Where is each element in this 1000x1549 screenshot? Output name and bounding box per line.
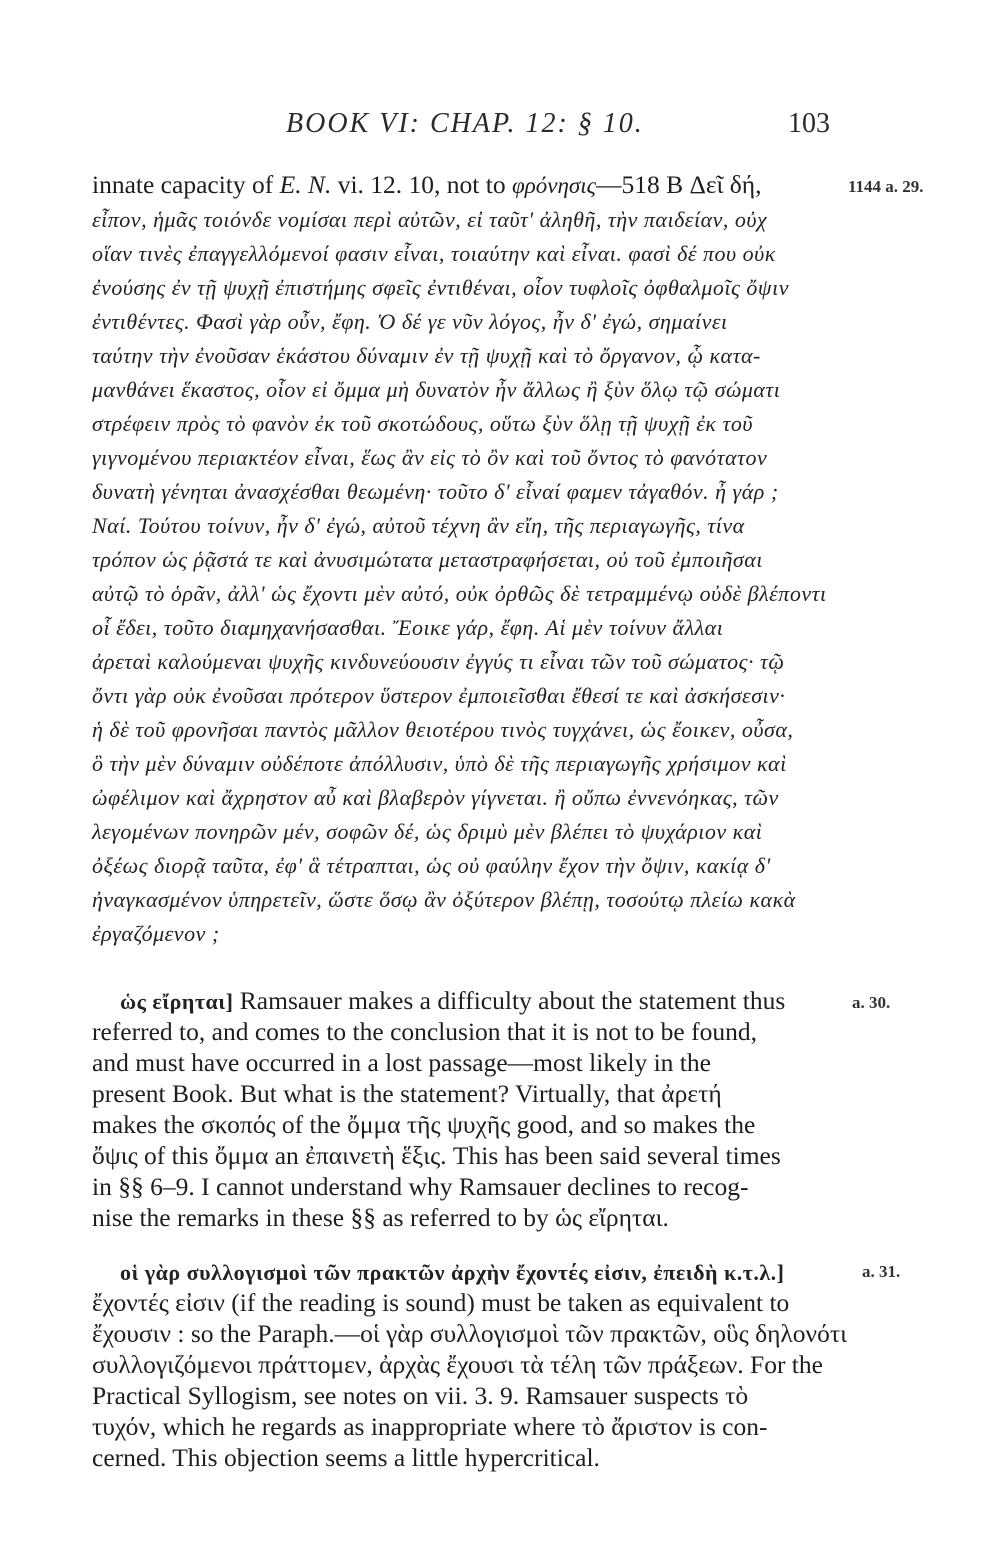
note-lemma: ὡς εἴρηται] [120,989,234,1014]
note-line: nise the remarks in these §§ as referred to by ὡς εἴρηται. [92,1203,669,1232]
greek-line: ὄντι γὰρ οὐκ ἐνοῦσαι πρότερον ὕστερον ἐμποιεῖσθαι ἔθεσί τε καὶ ἀσκήσεσιν· [92,683,786,708]
greek-line: ἐνούσης ἐν τῇ ψυχῇ ἐπιστήμης σφεῖς ἐντιθέναι, οἷον τυφλοῖς ὀφθαλμοῖς ὄψιν [92,275,789,300]
intro-middle: vi. 12. 10, not to [331,170,512,199]
note-line: and must have occurred in a lost passage—most likely in the [92,1048,711,1077]
note-first-line [120,1257,784,1287]
intro-prefix: innate capacity of [92,170,280,199]
note-line: referred to, and comes to the conclusion that it is not to be found, [92,1017,757,1046]
margin-note: a. 31. [862,1262,901,1281]
page-number: 103 [788,108,830,139]
greek-line: ὃ τὴν μὲν δύναμιν οὐδέποτε ἀπόλλυσιν, ὑπὸ δὲ τῆς περιαγωγῆς χρήσιμον καὶ [92,751,787,776]
intro-ref: E. N. [279,170,332,199]
greek-line: ἡ δὲ τοῦ φρονῆσαι παντὸς μᾶλλον θειοτέρου τινὸς τυγχάνει, ὡς ἔοικεν, οὖσα, [92,717,794,742]
greek-line: οἵαν τινὲς ἐπαγγελλόμενοί φασιν εἶναι, τοιαύτην καὶ εἶναι. φασὶ δέ που οὐκ [92,241,776,266]
greek-line: τρόπον ὡς ῥᾷστά τε καὶ ἀνυσιμώτατα μεταστραφήσεται, οὐ τοῦ ἐμποιῆσαι [92,547,763,572]
margin-note: 1144 a. 29. [848,177,924,196]
intro-suffix: —518 B Δεῖ δή, [595,170,762,199]
greek-line: ταύτην τὴν ἐνοῦσαν ἑκάστου δύναμιν ἐν τῇ ψυχῇ καὶ τὸ ὄργανον, ᾧ κατα- [92,343,761,368]
running-head: BOOK VI: CHAP. 12: § 10. [286,108,644,139]
greek-line: στρέφειν πρὸς τὸ φανὸν ἐκ τοῦ σκοτώδους, οὕτω ξὺν ὅλῃ τῇ ψυχῇ ἐκ τοῦ [92,411,753,436]
greek-line: ἀρεταὶ καλούμεναι ψυχῆς κινδυνεύουσιν ἐγγύς τι εἶναι τῶν τοῦ σώματος· τῷ [92,649,785,674]
note-line: συλλογιζόμενοι πράττομεν, ἀρχὰς ἔχουσι τὰ τέλη τῶν πράξεων. For the [92,1350,823,1379]
greek-line: ἠναγκασμένον ὑπηρετεῖν, ὥστε ὅσῳ ἂν ὀξύτερον βλέπῃ, τοσούτῳ πλείω κακὰ [92,887,796,912]
greek-line: λεγομένων πονηρῶν μέν, σοφῶν δέ, ὡς δριμὺ μὲν βλέπει τὸ ψυχάριον καὶ [92,819,763,844]
note-line: Practical Syllogism, see notes on vii. 3. 9. Ramsauer suspects τὸ [92,1381,749,1410]
note-line: ἔχοντές εἰσιν (if the reading is sound) must be taken as equivalent to [92,1288,790,1317]
greek-line: μανθάνει ἕκαστος, οἷον εἰ ὄμμα μὴ δυνατὸν ἦν ἄλλως ἢ ξὺν ὅλῳ τῷ σώματι [92,377,781,402]
intro-greek-word: φρόνησις [511,173,596,198]
greek-line: οἷ ἔδει, τοῦτο διαμηχανήσασθαι. Ἔοικε γάρ, ἔφη. Αἱ μὲν τοίνυν ἄλλαι [92,615,724,640]
greek-line: ὠφέλιμον καὶ ἄχρηστον αὖ καὶ βλαβερὸν γίγνεται. ἢ οὔπω ἐννενόηκας, τῶν [92,785,779,810]
margin-note: a. 30. [852,993,891,1012]
note-line: ἔχουσιν : so the Paraph.—οἱ γὰρ συλλογισμοὶ τῶν πρακτῶν, οὓς δηλονότι [92,1319,847,1348]
intro-line [92,170,762,200]
note-line: cerned. This objection seems a little hypercritical. [92,1443,600,1472]
page-header [0,108,1000,148]
greek-line: γιγνομένου περιακτέον εἶναι, ἕως ἂν εἰς τὸ ὂν καὶ τοῦ ὄντος τὸ φανότατον [92,445,768,470]
note-line: ὄψις of this ὄμμα an ἐπαινετὴ ἕξις. This has been said several times [92,1141,781,1170]
greek-line: ἐργαζόμενον ; [92,921,220,946]
note-line: makes the σκοπός of the ὄμμα τῆς ψυχῆς good, and so makes the [92,1110,756,1139]
greek-line: Ναί. Τούτου τοίνυν, ἦν δ' ἐγώ, αὐτοῦ τέχνη ἂν εἴη, τῆς περιαγωγῆς, τίνα [92,513,745,538]
note-first-line [120,986,785,1016]
note-line: present Book. But what is the statement? Virtually, that ἀρετή [92,1079,722,1108]
note-text: Ramsauer makes a difficulty about the statement thus [233,986,786,1015]
note-lemma: οἱ γὰρ συλλογισμοὶ τῶν πρακτῶν ἀρχὴν ἔχοντές εἰσιν, ἐπειδὴ κ.τ.λ.] [120,1260,785,1285]
note-line: τυχόν, which he regards as inappropriate where τὸ ἄριστον is con- [92,1412,768,1441]
note-line: in §§ 6–9. I cannot understand why Ramsauer declines to recog- [92,1172,749,1201]
greek-line: εἶπον, ἡμᾶς τοιόνδε νομίσαι περὶ αὐτῶν, εἰ ταῦτ' ἀληθῆ, τὴν παιδείαν, οὐχ [92,207,768,232]
greek-line: ὀξέως διορᾷ ταῦτα, ἐφ' ἃ τέτραπται, ὡς οὐ φαύλην ἔχον τὴν ὄψιν, κακίᾳ δ' [92,853,771,878]
greek-line: ἐντιθέντες. Φασὶ γὰρ οὖν, ἔφη. Ὁ δέ γε νῦν λόγος, ἦν δ' ἐγώ, σημαίνει [92,309,728,334]
greek-line: δυνατὴ γένηται ἀνασχέσθαι θεωμένη· τοῦτο δ' εἶναί φαμεν τἀγαθόν. ἦ γάρ ; [92,479,779,504]
greek-line: αὐτῷ τὸ ὁρᾶν, ἀλλ' ὡς ἔχοντι μὲν αὐτό, οὐκ ὀρθῶς δὲ τετραμμένῳ οὐδὲ βλέποντι [92,581,827,606]
